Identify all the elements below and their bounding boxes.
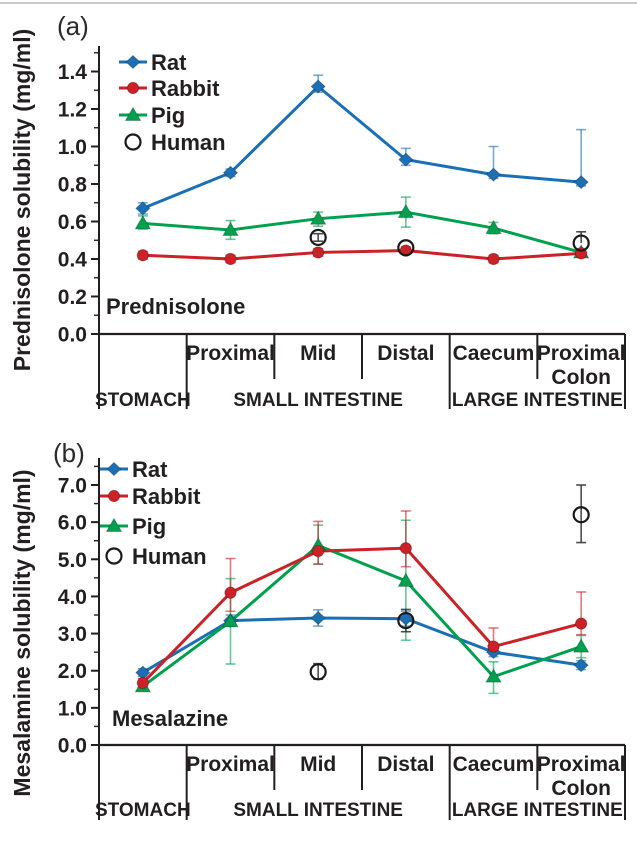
- y-tick-label: 0.8: [57, 173, 87, 197]
- y-tick-label: 1.0: [57, 697, 87, 721]
- y-tick-label: 5.0: [57, 548, 87, 572]
- x-group-label: STOMACH: [94, 390, 191, 411]
- panel-(b): [9, 457, 626, 821]
- markers-pig: [135, 205, 588, 258]
- x-group-label: LARGE INTESTINE: [451, 800, 623, 821]
- legend-human-label: Human: [132, 544, 207, 569]
- series-line-rabbit: [143, 251, 581, 259]
- y-tick-label: 0.4: [57, 248, 87, 272]
- panel-(a): [9, 29, 626, 411]
- rabbit-marker: [137, 677, 148, 688]
- x-group-label: SMALL INTESTINE: [233, 390, 403, 411]
- legend-rabbit-label: Rabbit: [132, 484, 201, 509]
- rat-marker: [136, 202, 150, 215]
- rabbit-marker: [488, 641, 499, 652]
- x-category-label: Proximal: [536, 753, 626, 776]
- legend-rabbit-label: Rabbit: [151, 76, 220, 101]
- x-category-label: Proximal: [186, 753, 275, 776]
- x-category-label: Distal: [377, 753, 435, 776]
- rabbit-marker: [312, 545, 323, 556]
- x-category-label: Proximal: [536, 342, 626, 365]
- x-category-label: Colon: [551, 366, 611, 389]
- rabbit-marker: [575, 618, 586, 629]
- y-axis-title: Mesalamine solubility (mg/ml): [9, 469, 35, 797]
- y-axis-title: Prednisolone solubility (mg/ml): [9, 28, 35, 372]
- y-tick-label: 0.2: [57, 286, 87, 309]
- y-tick-label: 1.2: [57, 98, 87, 122]
- series-line-rat: [143, 618, 581, 673]
- y-tick-label: 4.0: [57, 585, 87, 609]
- panel-a-drug-label: Prednisolone: [106, 294, 246, 319]
- rabbit-marker: [312, 247, 323, 258]
- rabbit-marker: [225, 587, 236, 598]
- legend-rat-marker-icon: [126, 56, 140, 69]
- y-tick-label: 1.0: [57, 136, 87, 159]
- x-category-label: Colon: [551, 777, 611, 800]
- rabbit-marker: [400, 542, 411, 553]
- y-tick-label: 6.0: [57, 511, 87, 535]
- error-bars-rabbit: [138, 247, 586, 263]
- y-tick-label: 3.0: [57, 623, 87, 647]
- x-category-label: Mid: [300, 342, 337, 365]
- error-bars-rabbit: [138, 511, 586, 687]
- legend-rat-marker-icon: [107, 463, 121, 476]
- error-bars-human: [313, 485, 586, 679]
- markers-human: [311, 507, 589, 679]
- panel-a-letter: (a): [57, 11, 89, 41]
- x-category-label: Proximal: [186, 342, 275, 365]
- rabbit-marker: [488, 253, 499, 264]
- rabbit-marker: [225, 253, 236, 264]
- x-category-label: Caecum: [452, 342, 535, 365]
- series-line-pig: [143, 212, 581, 252]
- markers-rabbit: [137, 245, 587, 265]
- series-line-rabbit: [143, 548, 581, 683]
- panel-b-drug-label: Mesalazine: [112, 706, 229, 731]
- legend-pig-label: Pig: [151, 103, 186, 128]
- pig-marker: [574, 639, 589, 652]
- legend-human-label: Human: [151, 130, 226, 155]
- legend-human-marker-icon: [126, 135, 141, 150]
- x-group-label: STOMACH: [94, 800, 191, 821]
- rat-marker: [311, 611, 325, 624]
- panel-b-letter: (b): [53, 438, 85, 468]
- x-category-label: Caecum: [452, 753, 535, 776]
- legend-pig-label: Pig: [132, 514, 167, 539]
- x-category-label: Distal: [377, 342, 435, 365]
- y-tick-label: 0.0: [57, 734, 87, 758]
- y-tick-label: 7.0: [57, 474, 87, 498]
- legend-rabbit-marker-icon: [108, 490, 119, 501]
- rabbit-marker: [137, 250, 148, 261]
- legend-rat-label: Rat: [132, 457, 168, 482]
- y-tick-label: 1.4: [57, 61, 87, 84]
- x-category-label: Mid: [300, 753, 337, 776]
- legend-human-marker-icon: [107, 549, 122, 564]
- x-group-label: LARGE INTESTINE: [451, 390, 623, 411]
- y-tick-label: 0.0: [57, 323, 87, 347]
- legend-rabbit-marker-icon: [127, 82, 138, 93]
- y-tick-label: 2.0: [57, 660, 87, 684]
- legend-rat-label: Rat: [151, 50, 187, 75]
- y-tick-label: 0.6: [57, 211, 87, 234]
- x-group-label: SMALL INTESTINE: [233, 800, 403, 821]
